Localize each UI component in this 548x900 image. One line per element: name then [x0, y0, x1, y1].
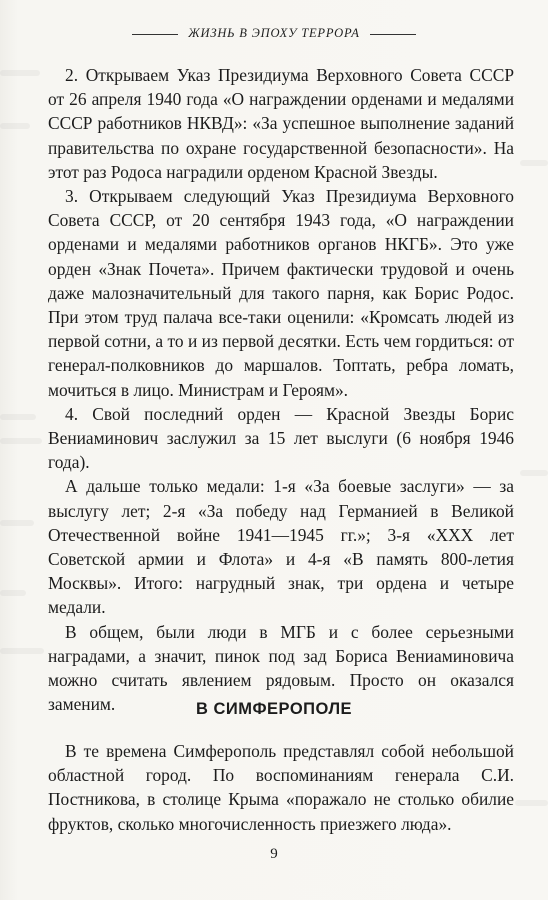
section-text [48, 739, 514, 836]
running-header [0, 26, 548, 41]
header-rule-left [132, 34, 178, 35]
paragraph: 3. Открываем следующий Указ Президиума Верховного Совета СССР, от 20 сентября 1943 года, «О награждении орденами и медалями работников органов НКГБ». Это уже орден «Знак Почета». Причем фактически трудовой и очень даже малозначительный для такого парня, как Борис Родос. При этом труд палача все-таки оценили: «Кромсать людей из первой сотни, а то и из первой десятки. Есть чем гордиться: от генерал-полковников до маршалов. Топтать, ребра ломать, мочиться в лицо. Министрам и Героям». [48, 186, 514, 400]
paragraph: 4. Свой последний орден — Красной Звезды Борис Вениаминович заслужил за 15 лет выслуги (6 ноября 1946 года). [48, 403, 514, 473]
main-text [48, 63, 514, 716]
section-heading: В СИМФЕРОПОЛЕ [195, 700, 353, 718]
page-number: 9 [270, 846, 278, 862]
paragraph: В общем, были люди в МГБ и с более серьезными наградами, а значит, пинок под зад Бориса Вениаминовича можно считать явлением рядовым. Просто он оказался заменим. [48, 621, 514, 715]
header-rule-right [370, 34, 416, 35]
paragraph: 2. Открываем Указ Президиума Верховного Совета СССР от 26 апреля 1940 года «О награждении орденами и медалями СССР работников НКВД»: «За успешное выполнение заданий правительства по охране государственной безопасности». На этот раз Родоса наградили орденом Красной Звезды. [48, 65, 514, 182]
paragraph: А дальше только медали: 1-я «За боевые заслуги» — за выслугу лет; 2-я «За победу над Германией в Великой Отечественной войне 1941—1945 гг.»; 3-я «XXX лет Советской армии и Флота» и 4-я «В память 800-летия Москвы». Итого: нагрудный знак, три ордена и четыре медали. [48, 476, 514, 618]
running-title: ЖИЗНЬ В ЭПОХУ ТЕРРОРА [188, 26, 360, 40]
paragraph: В те времена Симферополь представлял собой небольшой областной город. По воспоминаниям генерала С.И. Постникова, в столице Крыма «поражало не столько обилие фруктов, сколько многочисленность приезжего люда». [48, 741, 514, 834]
